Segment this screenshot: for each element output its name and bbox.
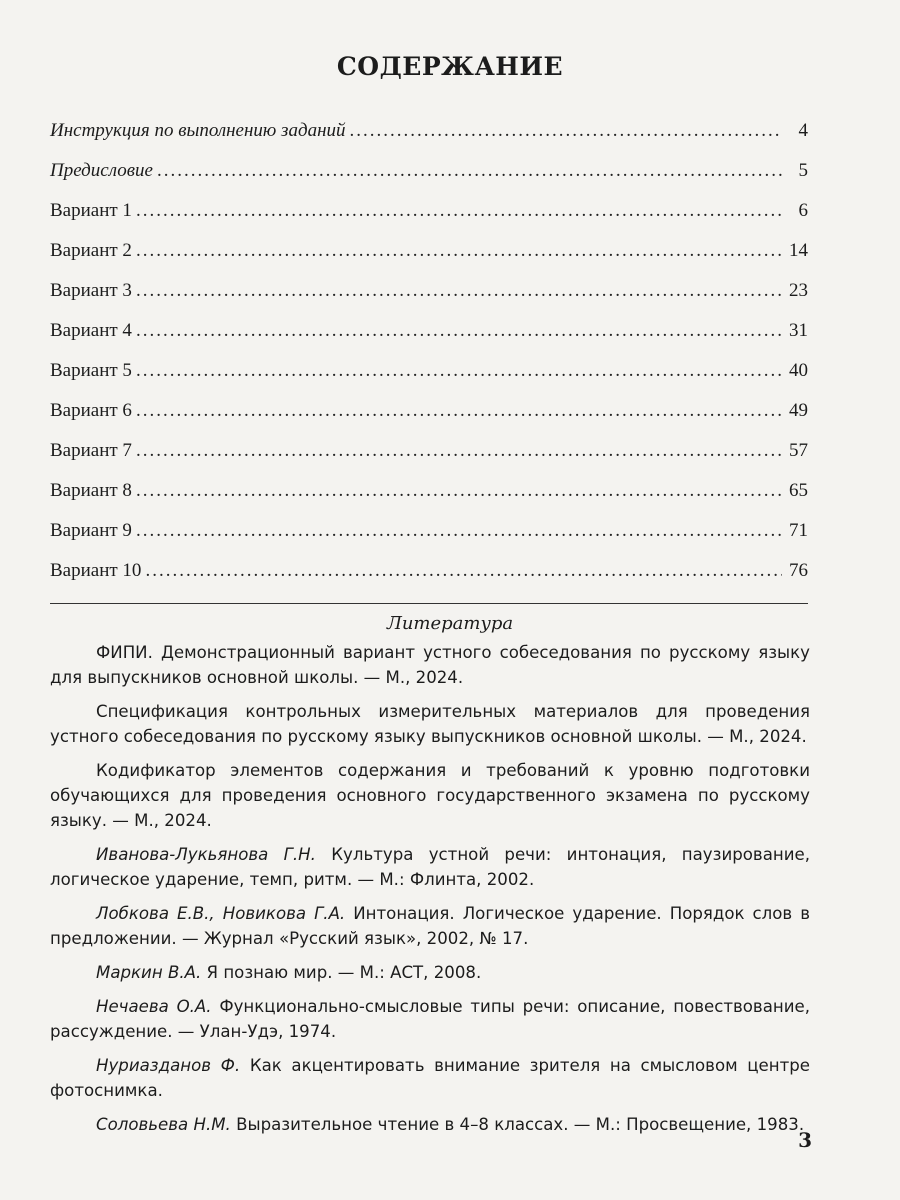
literature-text: Культура устной речи: интонация, паузирование, логическое ударение, темп, ритм. — М.: Флинта, 2002. bbox=[50, 845, 810, 889]
literature-text: Как акцентировать внимание зрителя на смысловом центре фотоснимка. bbox=[50, 1056, 810, 1100]
table-of-contents bbox=[50, 120, 808, 600]
toc-entry-page: 4 bbox=[798, 120, 808, 141]
toc-entry-label: Вариант 9 bbox=[50, 520, 132, 541]
literature-item bbox=[50, 1112, 810, 1137]
toc-entry-label: Вариант 7 bbox=[50, 440, 132, 461]
literature-item bbox=[50, 901, 810, 951]
toc-entry-label: Вариант 3 bbox=[50, 280, 132, 301]
toc-entry bbox=[50, 240, 808, 280]
toc-leader-dots bbox=[350, 120, 782, 142]
literature-author: Иванова-Лукьянова Г.Н. bbox=[96, 845, 316, 864]
toc-entry bbox=[50, 560, 808, 600]
literature-author: Маркин В.А. bbox=[96, 963, 202, 982]
literature-text: ФИПИ. Демонстрационный вариант устного собеседования по русскому языку для выпускников основной школы. — М., 2024. bbox=[50, 643, 810, 687]
literature-text: Кодификатор элементов содержания и требований к уровню подготовки обучающихся для проведения основного государственного экзамена по русскому языку. — М., 2024. bbox=[50, 761, 810, 830]
toc-entry-page: 40 bbox=[789, 360, 808, 381]
toc-entry-label: Инструкция по выполнению заданий bbox=[50, 120, 346, 141]
toc-entry-page: 23 bbox=[789, 280, 808, 301]
divider bbox=[50, 603, 808, 604]
toc-leader-dots bbox=[136, 280, 782, 302]
toc-entry-page: 5 bbox=[798, 160, 808, 181]
toc-entry-label: Вариант 8 bbox=[50, 480, 132, 501]
toc-leader-dots bbox=[136, 320, 782, 342]
toc-entry-label: Вариант 6 bbox=[50, 400, 132, 421]
toc-leader-dots bbox=[136, 240, 782, 262]
toc-leader-dots bbox=[136, 400, 782, 422]
toc-entry-label: Предисловие bbox=[50, 160, 153, 181]
literature-item bbox=[50, 842, 810, 892]
literature-item bbox=[50, 960, 810, 985]
toc-entry-label: Вариант 1 bbox=[50, 200, 132, 221]
toc-entry-page: 6 bbox=[798, 200, 808, 221]
literature-text: Интонация. Логическое ударение. Порядок слов в предложении. — Журнал «Русский язык», 2002, № 17. bbox=[50, 904, 810, 948]
toc-leader-dots bbox=[136, 480, 782, 502]
toc-entry-label: Вариант 4 bbox=[50, 320, 132, 341]
toc-entry bbox=[50, 440, 808, 480]
toc-entry bbox=[50, 120, 808, 160]
toc-entry-page: 65 bbox=[789, 480, 808, 501]
toc-entry bbox=[50, 160, 808, 200]
page-title: СОДЕРЖАНИЕ bbox=[336, 52, 564, 81]
literature-text: Выразительное чтение в 4–8 классах. — М.: Просвещение, 1983. bbox=[230, 1115, 805, 1134]
toc-entry-page: 49 bbox=[789, 400, 808, 421]
literature-author: Соловьева Н.М. bbox=[96, 1115, 231, 1134]
toc-entry-page: 71 bbox=[789, 520, 808, 541]
toc-entry-page: 31 bbox=[789, 320, 808, 341]
toc-leader-dots bbox=[136, 520, 782, 542]
toc-leader-dots bbox=[136, 200, 782, 222]
literature-text: Спецификация контрольных измерительных материалов для проведения устного собеседования по русскому языку выпускников основной школы. — М., 2024. bbox=[50, 702, 810, 746]
toc-entry-page: 57 bbox=[789, 440, 808, 461]
toc-leader-dots bbox=[136, 440, 782, 462]
toc-entry-label: Вариант 5 bbox=[50, 360, 132, 381]
toc-leader-dots bbox=[136, 360, 782, 382]
toc-entry-page: 76 bbox=[789, 560, 808, 581]
literature-text: Функционально-смысловые типы речи: описание, повествование, рассуждение. — Улан-Удэ, 1974. bbox=[50, 997, 810, 1041]
literature-item bbox=[50, 640, 810, 690]
toc-entry-label: Вариант 10 bbox=[50, 560, 142, 581]
literature-item bbox=[50, 994, 810, 1044]
literature-item bbox=[50, 699, 810, 749]
literature-list bbox=[50, 640, 810, 1146]
page-number: 3 bbox=[798, 1128, 812, 1152]
literature-author: Нуриазданов Ф. bbox=[96, 1056, 241, 1075]
toc-entry bbox=[50, 400, 808, 440]
toc-leader-dots bbox=[145, 560, 782, 582]
toc-entry-label: Вариант 2 bbox=[50, 240, 132, 261]
toc-entry bbox=[50, 480, 808, 520]
literature-item bbox=[50, 758, 810, 833]
toc-entry bbox=[50, 520, 808, 560]
toc-entry-page: 14 bbox=[789, 240, 808, 261]
literature-author: Лобкова Е.В., Новикова Г.А. bbox=[96, 904, 346, 923]
literature-item bbox=[50, 1053, 810, 1103]
toc-entry bbox=[50, 280, 808, 320]
literature-author: Нечаева О.А. bbox=[96, 997, 212, 1016]
toc-entry bbox=[50, 320, 808, 360]
toc-entry bbox=[50, 360, 808, 400]
literature-text: Я познаю мир. — М.: АСТ, 2008. bbox=[201, 963, 482, 982]
toc-leader-dots bbox=[157, 160, 782, 182]
toc-entry bbox=[50, 200, 808, 240]
literature-heading: Литература bbox=[386, 613, 514, 634]
